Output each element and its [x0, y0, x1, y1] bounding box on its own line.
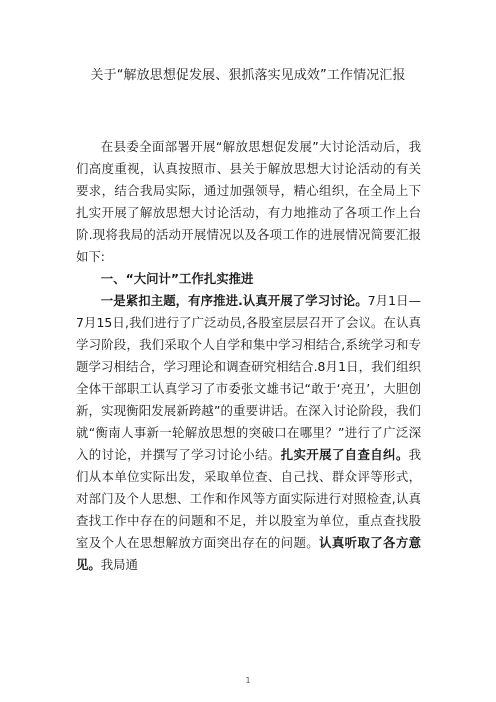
document-body: [76, 136, 421, 576]
section-paragraph: [76, 290, 421, 576]
paragraph-text-1: 7月1日—7月15日,我们进行了广泛动员,各股室层层召开了会议。在认真学习阶段，我们采取个人自学和集中学习相结合,系统学习和专题学习相结合，学习理论和调查研究相结合.8月1日，我们组织全体干部职工认真学习了市委张文雄书记“敢于‘亮丑’，大胆创新，实现衡阳发展新跨越”的重要讲话。在深入讨论阶段，我们就“衡南人事新一轮解放思想的突破口在哪里？”进行了广泛深入的讨论，并撰写了学习讨论小结。: [76, 293, 421, 462]
section-heading: 一、“大问计”工作扎实推进: [100, 271, 254, 286]
bold-lead-3: 认真听取了各方意见。: [76, 535, 422, 572]
page-number: 1: [245, 676, 251, 685]
bold-lead-2: 扎实开展了自查自纠。: [280, 447, 409, 462]
document-title: 关于“解放思想促发展、狠抓落实见成效”工作情况汇报: [90, 68, 406, 83]
bold-lead-1: 一是紧扣主题，有序推进.认真开展了学习讨论。: [100, 293, 368, 308]
intro-paragraph: 在县委全面部署开展“解放思想促发展”大讨论活动后，我们高度重视，认真按照市、县关于解放思想大讨论活动的有关要求，结合我局实际，通过加强领导，精心组织，在全局上下扎实开展了解放思想大讨论活动，有力地推动了各项工作上台阶.现将我局的活动开展情况以及各项工作的进展情况简要汇报如下:: [76, 139, 421, 264]
paragraph-text-3: 我局通: [100, 557, 138, 572]
paragraph-text-2: 我们从本单位实际出发，采取单位查、自己找、群众评等形式，对部门及个人思想、工作和作风等方面实际进行对照检查,认真查找工作中存在的问题和不足，并以股室为单位，重点查找股室及个人在思想解放方面突出存在的问题。: [76, 447, 422, 550]
